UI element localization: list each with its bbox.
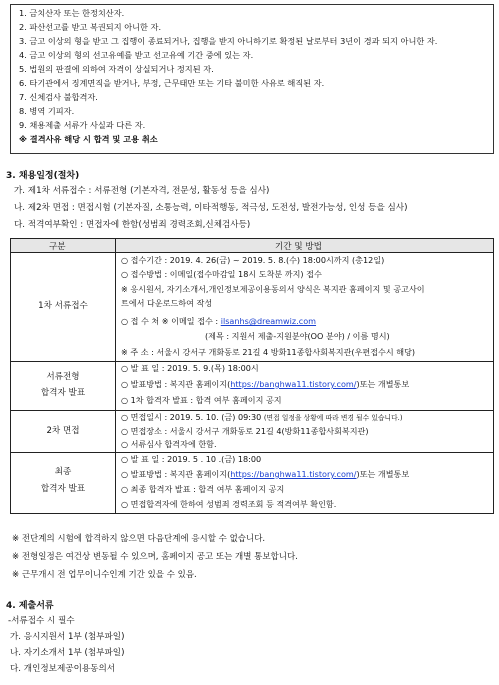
schedule-line-2: 나. 제2차 면접 : 면접시험 (기본자질, 소통능력, 이타적행동, 적극성, 도전성, 발전가능성, 인성 등을 심사) xyxy=(14,203,408,213)
row1-line: 트에서 다운로드하여 작성 xyxy=(121,298,213,308)
row1-line: ○ 접수방법 : 이메일(접수마감일 18시 도착분 까지) 접수 xyxy=(121,269,322,279)
row2-line: ○ 1차 합격자 발표 : 합격 여부 홈페이지 공지 xyxy=(121,395,282,405)
disq-item-9: 9. 채용제출 서류가 사실과 다른 자. xyxy=(19,120,146,130)
schedule-line-3: 다. 적격여부확인 : 면접자에 한함(성범죄 경력조회,신체검사등) xyxy=(14,220,251,230)
row4-method-tail: )또는 개별통보 xyxy=(356,469,410,479)
schedule-table xyxy=(10,238,494,514)
row4-line: ○ 최종 합격자 발표 : 합격 여부 홈페이지 공지 xyxy=(121,484,285,494)
stage-document-result-2: 합격자 발표 xyxy=(40,388,86,398)
email-link[interactable]: ilsanhs@dreamwiz.com xyxy=(220,316,317,326)
column-divider xyxy=(115,239,116,513)
row-divider xyxy=(11,252,493,253)
row4-line: ○ 발 표 일 : 2019. 5 . 10 .(금) 18:00 xyxy=(121,454,262,464)
documents-section-title: 4. 제출서류 xyxy=(6,601,54,611)
row2-method-label: ○ 발표방법 : 복지관 홈페이지( xyxy=(121,379,231,389)
disq-item-3: 3. 금고 이상의 형을 받고 그 집행이 종료되거나, 집행을 받지 아니하기로 확정된 날로부터 3년이 경과 되지 아니한 자. xyxy=(19,36,438,46)
row4-line-link xyxy=(121,469,409,480)
documents-line-2: 가. 응시지원서 1부 (첨부파일) xyxy=(10,632,125,642)
row1-line: ○ 접수기간 : 2019. 4. 26(금) ~ 2019. 5. 8.(수) 18:00시까지 (총12일) xyxy=(121,255,385,265)
disq-warning: ※ 결격사유 해당 시 합격 및 고용 취소 xyxy=(19,134,158,144)
row1-line-email xyxy=(121,316,316,327)
disqualification-box xyxy=(10,4,494,154)
stage-interview: 2차 면접 xyxy=(46,426,80,436)
row4-method-label: ○ 발표방법 : 복지관 홈페이지( xyxy=(121,469,231,479)
row1-line: ※ 주 소 : 서울시 강서구 개화동로 21길 4 방화11종합사회복지관(우편접수시 해당) xyxy=(121,347,416,357)
disq-item-4: 4. 금고 이상의 형의 선고유예를 받고 선고유예 기간 중에 있는 자. xyxy=(19,50,254,60)
interview-note: (면접 일정을 상황에 따라 변경 될수 있습니다.) xyxy=(263,414,403,422)
row-divider xyxy=(11,410,493,411)
documents-line-3: 나. 자기소개서 1부 (첨부파일) xyxy=(10,648,125,658)
homepage-link[interactable]: https://banghwa11.tistory.com/ xyxy=(230,379,357,389)
disq-item-5: 5. 법원의 판결에 의하여 자격이 상실되거나 정지된 자. xyxy=(19,64,214,74)
header-period: 기간 및 방법 xyxy=(275,242,322,252)
disq-item-6: 6. 타기관에서 징계면직을 받거나, 부정, 근무태만 또는 기타 불미한 사유로 해직된 자. xyxy=(19,78,325,88)
row-divider xyxy=(11,361,493,362)
row3-line: ○ 면접장소 : 서울시 강서구 개화동로 21길 4(방화11종합사회복지관) xyxy=(121,426,369,436)
stage-final: 최종 xyxy=(54,467,72,477)
email-label: ○ 접 수 처 ※ 이메일 접수 : xyxy=(121,316,221,326)
documents-line-1: -서류접수 시 필수 xyxy=(8,616,75,626)
row2-line-link xyxy=(121,379,409,390)
row-divider xyxy=(11,452,493,453)
row4-line: ○ 면접합격자에 한하여 성범죄 경력조회 등 적격여부 확인함. xyxy=(121,499,337,509)
row2-method-tail: )또는 개별통보 xyxy=(356,379,410,389)
note-2: ※ 전형일정은 여건상 변동될 수 있으며, 홈페이지 공고 또는 개별 통보합니다. xyxy=(12,552,298,562)
schedule-line-1: 가. 제1차 서류접수 : 서류전형 (기본자격, 전문성, 활동성 등을 심사) xyxy=(14,186,270,196)
note-1: ※ 전단계의 시험에 합격하지 않으면 다음단계에 응시할 수 없습니다. xyxy=(12,534,266,544)
disq-item-1: 1. 금치산자 또는 한정치산자. xyxy=(19,8,125,18)
stage-document-result: 서류전형 xyxy=(46,372,80,382)
documents-line-4: 다. 개인정보제공이용동의서 xyxy=(10,664,116,674)
row3-line xyxy=(121,412,403,423)
disq-item-7: 7. 신체검사 불합격자. xyxy=(19,92,98,102)
table-header xyxy=(11,239,493,252)
note-3: ※ 근무개시 전 업무이니수인계 기간 있을 수 있음. xyxy=(12,570,197,580)
disq-item-2: 2. 파산선고를 받고 복권되지 아니한 자. xyxy=(19,22,162,32)
stage-final-2: 합격자 발표 xyxy=(40,484,86,494)
row2-line: ○ 발 표 일 : 2019. 5. 9.(목) 18:00시 xyxy=(121,363,259,373)
interview-datetime: ○ 면접일시 : 2019. 5. 10. (금) 09:30 xyxy=(121,412,262,422)
homepage-link-final[interactable]: https://banghwa11.tistory.com/ xyxy=(230,469,357,479)
disq-item-8: 8. 병역 기피자. xyxy=(19,106,75,116)
row1-line: (제목 : 지원서 제출-지원분야(OO 분야) / 이름 명시) xyxy=(205,331,390,341)
row1-line: ※ 응시원서, 자기소개서,개인정보제공이용동의서 양식은 복지관 홈페이지 및 공고사이 xyxy=(121,284,425,294)
header-stage: 구분 xyxy=(49,242,66,252)
row3-line: ○ 서류심사 합격자에 한함. xyxy=(121,439,217,449)
stage-first-document: 1차 서류접수 xyxy=(38,301,88,311)
schedule-section-title: 3. 채용일정(절차) xyxy=(6,171,80,181)
